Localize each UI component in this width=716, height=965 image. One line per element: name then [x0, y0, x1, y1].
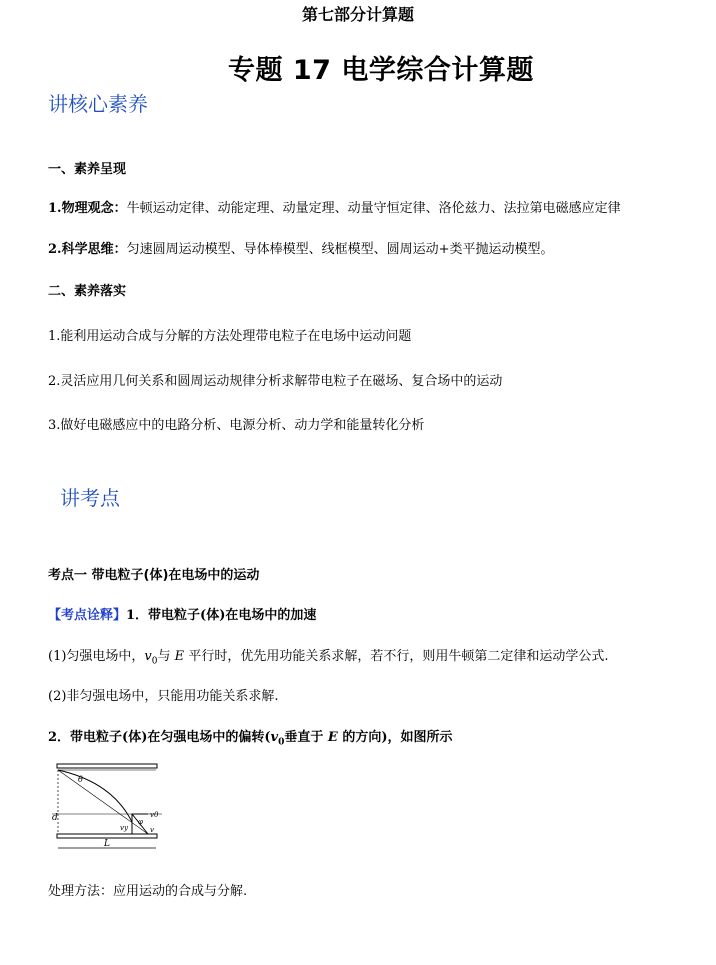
- symbol-E: E: [327, 730, 338, 745]
- subscript: 0: [151, 656, 158, 667]
- extension-line: [58, 770, 148, 834]
- item-text: 牛顿运动定律、动能定理、动量定理、动量守恒定律、洛伦兹力、法拉第电磁感应定律: [126, 201, 621, 216]
- subheading-presentation: 一、素养呈现: [48, 162, 127, 177]
- symbol-v0: v: [270, 730, 279, 745]
- label-vy: vy: [120, 824, 128, 832]
- symbol-v0: v: [144, 649, 152, 664]
- item-physics-concept: [48, 197, 621, 216]
- label-d: d: [52, 813, 58, 823]
- text-part: 平行时，优先用功能关系求解，若不行，则用牛顿第二定律和运动学公式.: [188, 649, 609, 664]
- item-label: 2.科学思维：: [48, 242, 127, 257]
- paragraph-nonuniform-field: (2)非匀强电场中，只能用功能关系求解.: [48, 689, 279, 704]
- label-theta: θ: [78, 775, 83, 784]
- upper-plate: [57, 764, 157, 768]
- requirement-2: 2.灵活应用几何关系和圆周运动规律分析求解带电粒子在磁场、复合场中的运动: [48, 374, 503, 389]
- requirement-3: 3.做好电磁感应中的电路分析、电源分析、动力学和能量转化分析: [48, 418, 425, 433]
- point2-heading: [48, 726, 452, 748]
- page-title: 专题 17 电学综合计算题: [228, 55, 534, 86]
- text-part: 垂直于: [284, 730, 324, 745]
- lower-plate: [57, 834, 157, 838]
- section-title-exam-points: 讲考点: [60, 486, 120, 510]
- subscript: 0: [278, 737, 285, 748]
- label-v0: v0: [150, 811, 159, 819]
- label-phi: φ: [138, 818, 143, 826]
- text-part: 与: [157, 649, 171, 664]
- label-v: v: [150, 826, 154, 834]
- label-L: L: [104, 839, 110, 849]
- exam-tag: 【考点诠释】: [48, 608, 127, 623]
- symbol-E: E: [174, 649, 185, 664]
- point1-heading: [48, 604, 316, 623]
- text-part: 2．带电粒子(体)在匀强电场中的偏转(: [48, 730, 271, 745]
- exam-point-heading: 考点一 带电粒子(体)在电场中的运动: [48, 568, 260, 583]
- deflection-diagram: [52, 762, 162, 854]
- section-title-core: 讲核心素养: [48, 92, 148, 116]
- text-part: (1)匀强电场中，: [48, 649, 145, 664]
- point1-title: 1．带电粒子(体)在电场中的加速: [126, 608, 317, 623]
- method-paragraph: 处理方法：应用运动的合成与分解.: [48, 884, 248, 899]
- part-title: 第七部分计算题: [301, 5, 414, 24]
- subheading-implementation: 二、素养落实: [48, 284, 127, 299]
- item-scientific-thinking: [48, 238, 553, 257]
- text-part: 的方向)，如图所示: [342, 730, 453, 745]
- item-text: 匀速圆周运动模型、导体棒模型、线框模型、圆周运动+类平抛运动模型。: [126, 242, 554, 257]
- item-label: 1.物理观念：: [48, 201, 127, 216]
- requirement-1: 1.能利用运动合成与分解的方法处理带电粒子在电场中运动问题: [48, 329, 412, 344]
- paragraph-uniform-field: [48, 645, 608, 667]
